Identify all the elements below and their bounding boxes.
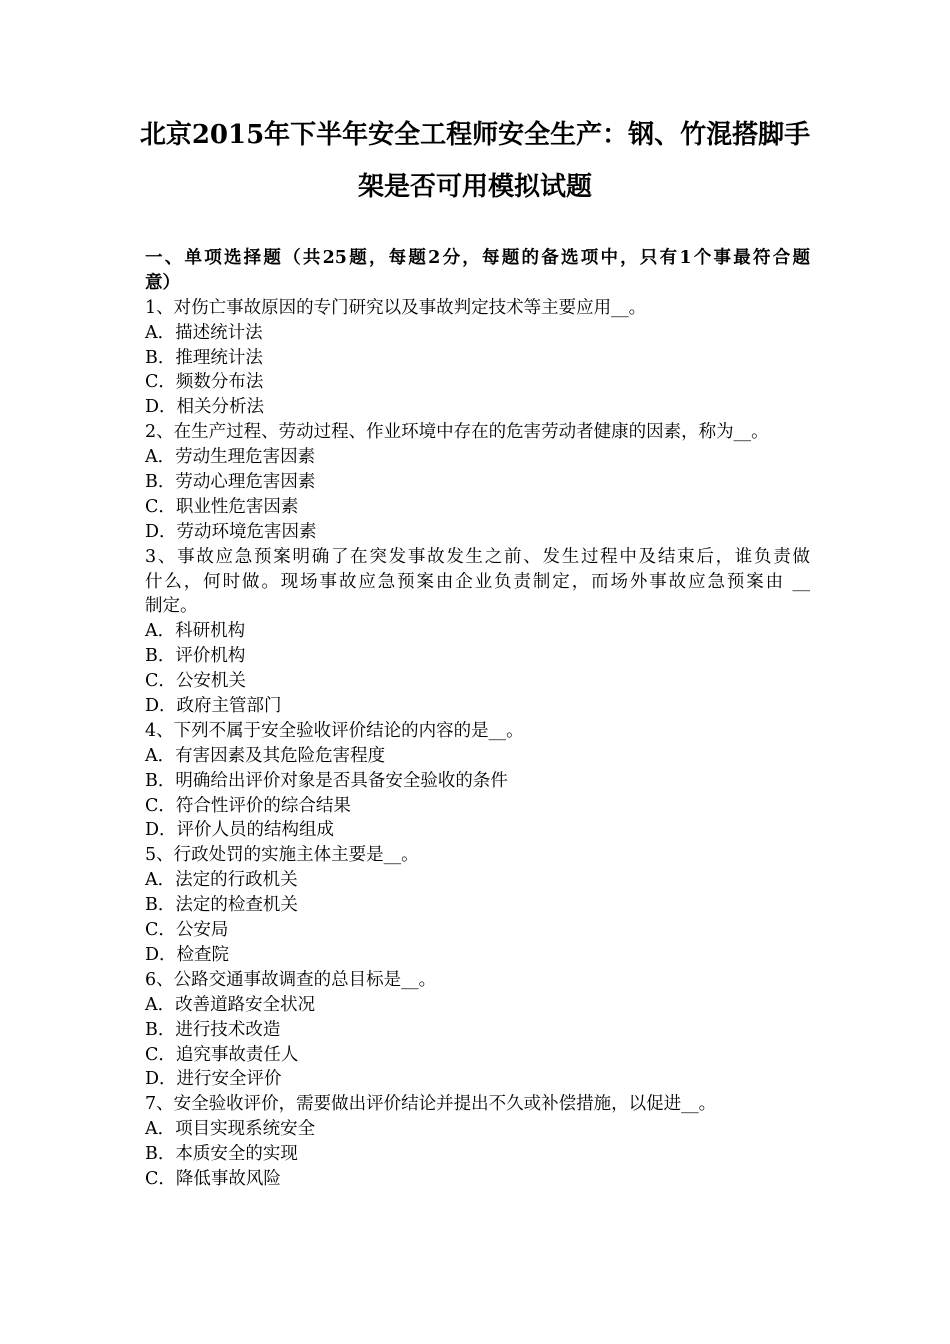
question-4-option-c: C．符合性评价的综合结果 [145,795,351,816]
question-3-stem-line-2: 什么，何时做。现场事故应急预案由企业负责制定，而场外事故应急预案由 __ [145,571,810,592]
question-3-option-a: A．科研机构 [145,621,246,642]
section-heading-line-2: 意） [145,272,180,293]
question-4-stem: 4、下列不属于安全验收评价结论的内容的是__。 [145,720,524,741]
question-1-option-b: B．推理统计法 [145,347,263,368]
question-7-option-a: A．项目实现系统安全 [145,1119,316,1140]
question-6-option-b: B．进行技术改造 [145,1019,281,1040]
question-2-option-a: A．劳动生理危害因素 [145,447,316,468]
question-6-option-a: A．改善道路安全状况 [145,994,316,1015]
question-1-stem: 1、对伤亡事故原因的专门研究以及事故判定技术等主要应用__。 [145,297,647,318]
question-3-option-b: B．评价机构 [145,646,246,667]
question-5-stem: 5、行政处罚的实施主体主要是__。 [145,845,419,866]
question-7-option-b: B．本质安全的实现 [145,1144,298,1165]
section-heading-line-1: 一、单项选择题（共25题，每题2分，每题的备选项中，只有1个事最符合题 [145,248,810,268]
question-6-stem: 6、公路交通事故调查的总目标是__。 [145,969,437,990]
question-1-option-d: D．相关分析法 [145,397,265,418]
question-2-stem: 2、在生产过程、劳动过程、作业环境中存在的危害劳动者健康的因素，称为__。 [145,422,769,443]
document-title-line-2: 架是否可用模拟试题 [357,172,592,202]
question-7-stem: 7、安全验收评价，需要做出评价结论并提出不久或补偿措施，以促进__。 [145,1094,717,1115]
document-title-line-1: 北京2015年下半年安全工程师安全生产：钢、竹混搭脚手 [139,120,811,150]
question-3-option-d: D．政府主管部门 [145,696,282,717]
question-7-option-c: C．降低事故风险 [145,1168,281,1189]
question-3-stem-line-3: 制定。 [145,596,198,617]
question-2-option-b: B．劳动心理危害因素 [145,472,316,493]
question-5-option-c: C．公安局 [145,920,229,941]
question-2-option-c: C．职业性危害因素 [145,496,299,517]
question-4-option-d: D．评价人员的结构组成 [145,820,335,841]
question-5-option-b: B．法定的检查机关 [145,895,298,916]
question-3-option-c: C．公安机关 [145,671,246,692]
question-4-option-a: A．有害因素及其危险危害程度 [145,745,386,766]
question-4-option-b: B．明确给出评价对象是否具备安全验收的条件 [145,770,508,791]
question-5-option-a: A．法定的行政机关 [145,870,298,891]
question-1-option-c: C．频数分布法 [145,372,264,393]
question-6-option-d: D．进行安全评价 [145,1069,282,1090]
question-2-option-d: D．劳动环境危害因素 [145,521,317,542]
question-1-option-a: A．描述统计法 [145,322,263,343]
document-body [145,246,810,1192]
question-5-option-d: D．检查院 [145,944,230,965]
question-6-option-c: C．追究事故责任人 [145,1044,299,1065]
question-3-stem-line-1: 3、事故应急预案明确了在突发事故发生之前、发生过程中及结束后，谁负责做 [145,546,810,567]
